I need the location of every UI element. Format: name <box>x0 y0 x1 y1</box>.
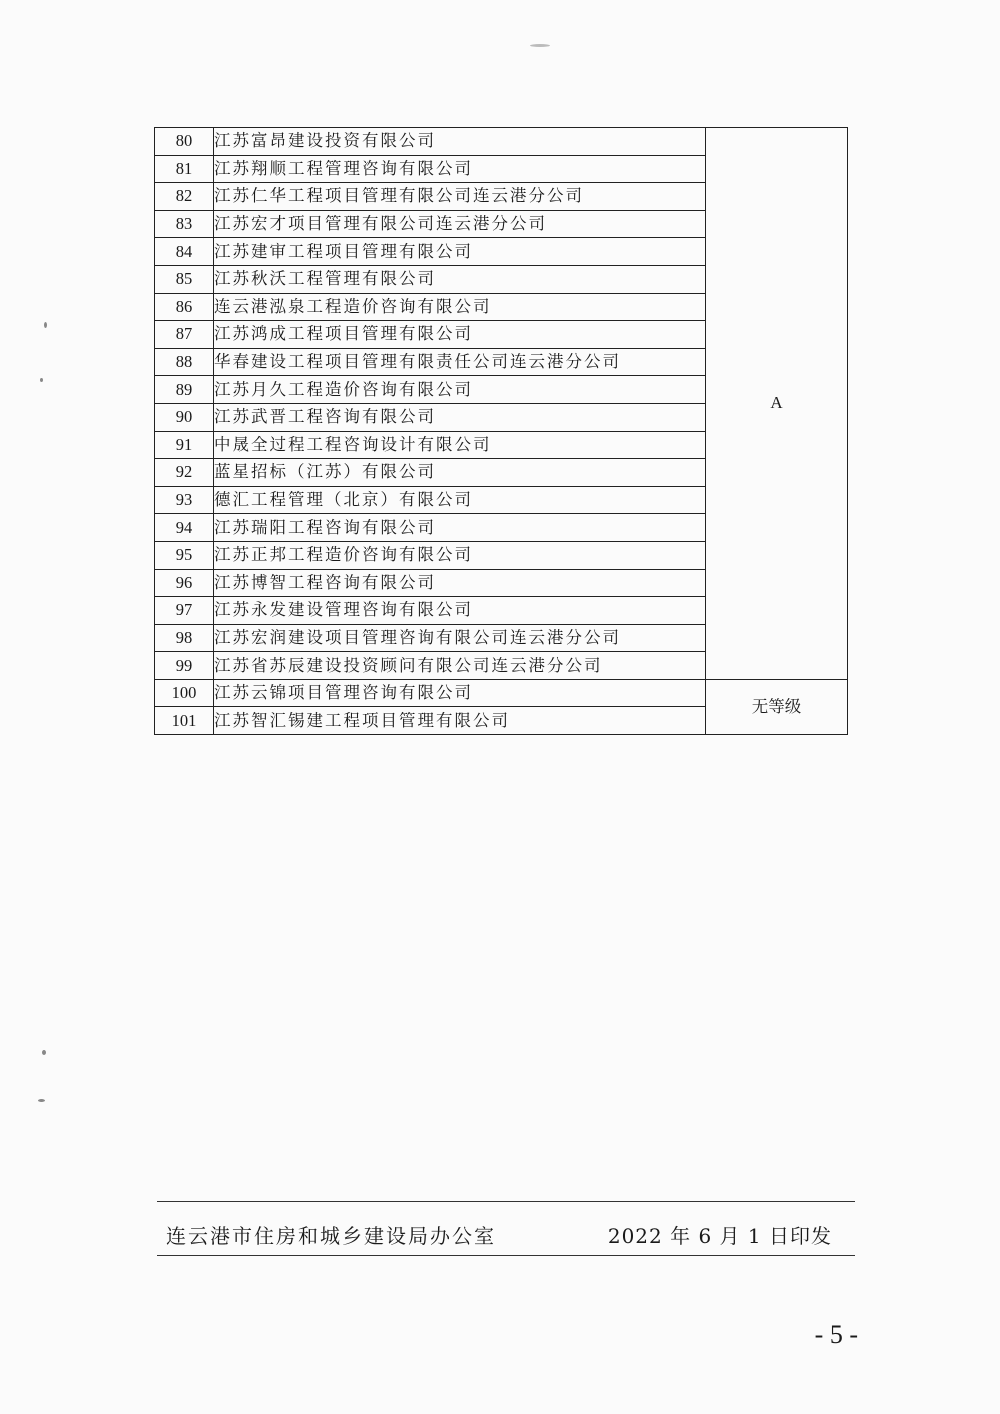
company-name: 江苏武晋工程咨询有限公司 <box>214 403 706 431</box>
grade-cell: 无等级 <box>706 679 848 734</box>
row-number: 85 <box>155 265 214 293</box>
row-number: 88 <box>155 348 214 376</box>
company-name: 江苏博智工程咨询有限公司 <box>214 569 706 597</box>
row-number: 93 <box>155 486 214 514</box>
scan-speck <box>42 1050 46 1055</box>
issuer-name: 连云港市住房和城乡建设局办公室 <box>166 1224 496 1248</box>
company-name: 中晟全过程工程咨询设计有限公司 <box>214 431 706 459</box>
scan-speck <box>40 378 43 382</box>
company-name: 江苏仁华工程项目管理有限公司连云港分公司 <box>214 183 706 211</box>
table-row <box>155 128 848 156</box>
row-number: 91 <box>155 431 214 459</box>
company-name: 江苏富昂建设投资有限公司 <box>214 128 706 156</box>
scan-speck <box>44 322 47 328</box>
company-name: 江苏永发建设管理咨询有限公司 <box>214 597 706 625</box>
company-name: 江苏建审工程项目管理有限公司 <box>214 238 706 266</box>
scan-speck <box>530 44 550 47</box>
company-name: 连云港泓泉工程造价咨询有限公司 <box>214 293 706 321</box>
row-number: 101 <box>155 707 214 735</box>
table-body <box>155 128 848 735</box>
company-name: 江苏宏润建设项目管理咨询有限公司连云港分公司 <box>214 624 706 652</box>
row-number: 83 <box>155 210 214 238</box>
table-row <box>155 679 848 707</box>
row-number: 96 <box>155 569 214 597</box>
scan-speck <box>38 1099 45 1102</box>
company-name: 华春建设工程项目管理有限责任公司连云港分公司 <box>214 348 706 376</box>
company-name: 江苏云锦项目管理咨询有限公司 <box>214 679 706 707</box>
company-name: 蓝星招标（江苏）有限公司 <box>214 459 706 487</box>
footer-bottom-rule <box>157 1255 855 1256</box>
footer-top-rule <box>157 1201 855 1202</box>
company-name: 江苏鸿成工程项目管理有限公司 <box>214 321 706 349</box>
company-name: 江苏瑞阳工程咨询有限公司 <box>214 514 706 542</box>
company-name: 江苏智汇锡建工程项目管理有限公司 <box>214 707 706 735</box>
company-name: 江苏正邦工程造价咨询有限公司 <box>214 541 706 569</box>
row-number: 92 <box>155 459 214 487</box>
row-number: 84 <box>155 238 214 266</box>
row-number: 89 <box>155 376 214 404</box>
company-name: 江苏秋沃工程管理有限公司 <box>214 265 706 293</box>
grade-cell: A <box>706 128 848 680</box>
row-number: 98 <box>155 624 214 652</box>
row-number: 99 <box>155 652 214 680</box>
row-number: 80 <box>155 128 214 156</box>
row-number: 86 <box>155 293 214 321</box>
row-number: 100 <box>155 679 214 707</box>
row-number: 90 <box>155 403 214 431</box>
row-number: 97 <box>155 597 214 625</box>
issue-date: 2022 年 6 月 1 日印发 <box>607 1224 832 1248</box>
row-number: 87 <box>155 321 214 349</box>
company-grade-table <box>154 127 848 735</box>
company-name: 江苏省苏辰建设投资顾问有限公司连云港分公司 <box>214 652 706 680</box>
company-name: 江苏宏才项目管理有限公司连云港分公司 <box>214 210 706 238</box>
page-number: - 5 - <box>814 1320 858 1349</box>
row-number: 94 <box>155 514 214 542</box>
company-name: 江苏翔顺工程管理咨询有限公司 <box>214 155 706 183</box>
company-name: 德汇工程管理（北京）有限公司 <box>214 486 706 514</box>
row-number: 81 <box>155 155 214 183</box>
row-number: 82 <box>155 183 214 211</box>
row-number: 95 <box>155 541 214 569</box>
company-name: 江苏月久工程造价咨询有限公司 <box>214 376 706 404</box>
